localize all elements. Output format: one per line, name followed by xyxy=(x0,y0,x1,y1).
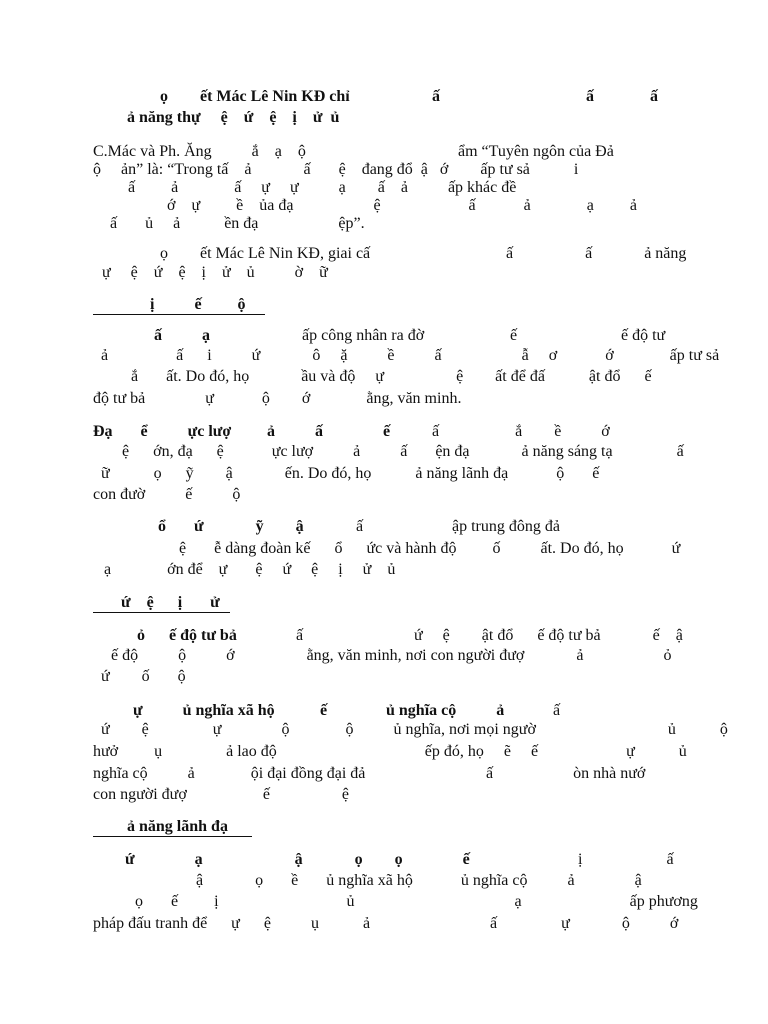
text-line: ẩm “Tuyên ngôn của Đả xyxy=(458,143,614,160)
text-line: ập trung đông đả xyxy=(452,518,560,535)
text-line: con đườ ế ộ xyxy=(93,486,241,503)
text-line: Đạ ể ực lượ xyxy=(93,423,232,440)
text-line: ự ủ nghĩa xã hộ xyxy=(133,702,275,719)
text-line: ộ ản” là: “Trong tấ ả ấ ệ đang đổ ậ ớ ấp tư sả i xyxy=(93,161,579,178)
text-line: ớ ự ề ủa đạ ệ ấ ả ạ ả xyxy=(167,197,637,214)
heading-line: ả năng thự ệ ứ ệ ị ử ủ xyxy=(127,109,340,126)
text-line: ệ ớn, đạ ệ ực lượ ả ấ ện đạ ả năng sáng tạ ấ xyxy=(122,443,684,460)
text-line: ứ ệ ự ộ ộ ủ nghĩa, nơi mọi ngườ ủ ộ xyxy=(101,721,728,738)
heading-line: ấ ấ xyxy=(586,88,658,105)
section-heading: ả năng lãnh đạ xyxy=(127,818,228,835)
text-line: hưở ụ ả lao độ ếp đó, họ ẽ ế ự ủ xyxy=(93,743,687,760)
text-line: ấ ấ ả năng xyxy=(506,245,687,262)
text-line: ữ ọ ỹ ậ ến. Do đó, họ ả năng lãnh đạ ộ ế xyxy=(101,465,600,482)
section-heading: ị ế ộ xyxy=(150,296,246,313)
text-line: ứ ố ộ xyxy=(101,668,186,685)
text-line: ấ ạ xyxy=(154,327,210,344)
text-line: ủ nghĩa cộ ả xyxy=(386,702,505,719)
text-line: ọ ết Mác Lê Nin KĐ, giai cấ xyxy=(160,245,371,262)
text-line: ấ òn nhà nướ xyxy=(486,765,646,782)
text-line: ế xyxy=(320,702,328,719)
text-line: C.Mác và Ph. Ăng ắ ạ ộ xyxy=(93,143,306,160)
text-line: ấ ắ ề ớ xyxy=(432,423,610,440)
text-line: ấ ả ấ ự ự ạ ấ ả ấp khác đề xyxy=(128,179,517,196)
text-line: ấ ủ ả ền đạ ệp”. xyxy=(110,215,365,232)
text-line: ổ ứ ỹ ậ xyxy=(158,518,304,535)
section-heading: ứ ệ ị ử xyxy=(121,594,220,611)
text-line: ấ xyxy=(553,702,561,719)
text-line: ấ xyxy=(356,518,364,535)
text-line: ấ xyxy=(296,627,304,644)
text-line: ự ệ ứ ệ ị ử ủ ờ ữ xyxy=(102,264,328,281)
text-line: nghĩa cộ ả ội đại đồng đại đả xyxy=(93,765,366,782)
text-line: pháp đấu tranh để ự ệ ụ ả ấ ự ộ ớ xyxy=(93,915,679,932)
heading-line: ọ ết Mác Lê Nin KĐ chỉ xyxy=(160,88,350,105)
text-line: ọ ế ị ủ ạ ấp phương xyxy=(135,893,698,910)
text-line: ế xyxy=(510,327,518,344)
text-line: ứ ệ ật đổ ế độ tư bả ế ậ xyxy=(414,627,683,644)
text-line: ứ ạ ậ ọ ọ ế xyxy=(125,851,470,868)
text-line: ậ ọ ề ủ nghĩa xã hộ ủ nghĩa cộ ả ậ xyxy=(196,872,642,889)
text-line: ả ấ ế xyxy=(267,423,391,440)
text-line: ấp công nhân ra đờ xyxy=(302,327,425,344)
heading-underline xyxy=(93,836,252,837)
heading-underline xyxy=(93,314,265,315)
text-line: con người đượ ế ệ xyxy=(93,786,350,803)
heading-line: ấ xyxy=(432,88,440,105)
text-line: ỏ ế độ tư bả xyxy=(137,627,237,644)
text-line: ắ ất. Do đó, họ ầu và độ ự ệ ất để đấ ật đổ ế xyxy=(131,368,652,385)
heading-underline xyxy=(93,612,230,613)
text-line: ả ấ i ứ ô ặ ề ấ ẫ ơ ớ ấp tư sả xyxy=(101,347,720,364)
text-line: ế độ ộ ớ ằng, văn minh, nơi con người đượ ả ỏ xyxy=(111,647,672,664)
text-line: độ tư bả ự ộ ớ ằng, văn minh. xyxy=(93,390,462,407)
text-line: ị ấ xyxy=(578,851,674,868)
text-line: ế độ tư xyxy=(621,327,666,344)
text-line: ệ ễ dàng đoàn kế ổ ức và hành độ ố ất. Do đó, họ ứ xyxy=(179,540,681,557)
text-line: ạ ớn để ự ệ ứ ệ ị ử ủ xyxy=(104,561,396,578)
